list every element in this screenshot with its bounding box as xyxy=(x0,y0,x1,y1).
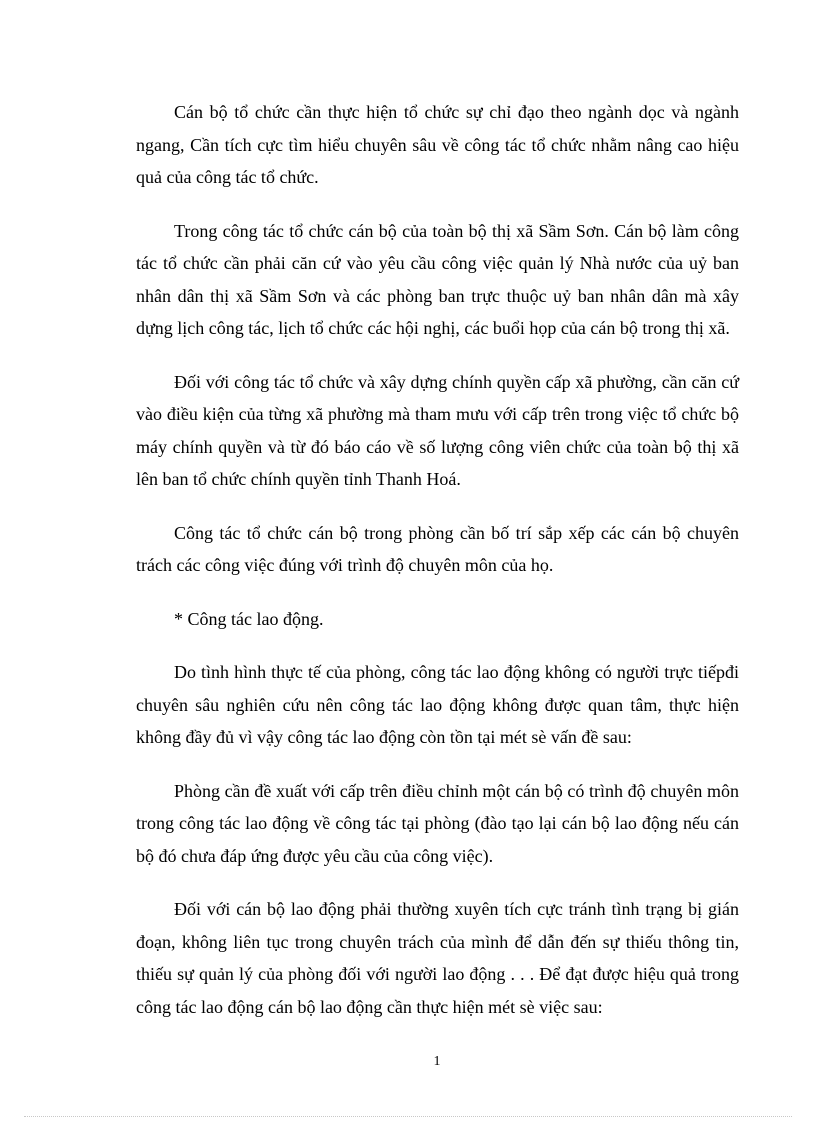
paragraph-labor-situation: Do tình hình thực tế của phòng, công tác lao động không có người trực tiếpđi chuyên sâu nghiên cứu nên công tác lao động không được quan tâm, thực hiện không đầy đủ vì vậy công tác lao động còn tồn tại mét sè vấn đề sau: xyxy=(136,662,739,747)
page-bottom-divider xyxy=(24,1116,792,1117)
paragraph-cadre-organization: Cán bộ tổ chức cần thực hiện tổ chức sự chỉ đạo theo ngành dọc và ngành ngang, Cần tích cực tìm hiểu chuyên sâu về công tác tổ chức nhằm nâng cao hiệu quả của công tác tổ chức. xyxy=(136,102,739,187)
paragraph-staff-arrangement: Công tác tổ chức cán bộ trong phòng cần bố trí sắp xếp các cán bộ chuyên trách các công việc đúng với trình độ chuyên môn của họ. xyxy=(136,522,739,575)
paragraph-commune-government: Đối với công tác tổ chức và xây dựng chính quyền cấp xã phường, cần căn cứ vào điều kiện của từng xã phường mà tham mưu với cấp trên trong việc tổ chức bộ máy chính quyền và từ đó báo cáo về số lượng công viên chức của toàn bộ thị xã lên ban tổ chức chính quyền tỉnh Thanh Hoá. xyxy=(136,371,739,489)
paragraph-sam-son-organization: Trong công tác tổ chức cán bộ của toàn bộ thị xã Sầm Sơn. Cán bộ làm công tác tổ chức cần phải căn cứ vào yêu cầu công việc quản lý Nhà nước của uỷ ban nhân dân thị xã Sầm Sơn và các phòng ban trực thuộc uỷ ban nhân dân mà xây dựng lịch công tác, lịch tổ chức các hội nghị, các buổi họp của cán bộ trong thị xã. xyxy=(136,220,739,338)
page-number: 1 xyxy=(433,1054,441,1069)
paragraph-labor-cadre-duties: Đối với cán bộ lao động phải thường xuyên tích cực tránh tình trạng bị gián đoạn, không liên tục trong chuyên trách của mình để dẫn đến sự thiếu thông tin, thiếu sự quản lý của phòng đối với người lao động . . . Để đạt được hiệu quả trong công tác lao động cán bộ lao động cần thực hiện mét sè việc sau: xyxy=(136,899,739,1017)
section-heading-labor-work: * Công tác lao động. xyxy=(174,608,324,629)
paragraph-labor-proposal: Phòng cần đề xuất với cấp trên điều chỉnh một cán bộ có trình độ chuyên môn trong công tác lao động về công tác tại phòng (đào tạo lại cán bộ lao động nếu cán bộ đó chưa đáp ứng được yêu cầu của công việc). xyxy=(136,780,739,866)
document-body xyxy=(136,96,739,1044)
